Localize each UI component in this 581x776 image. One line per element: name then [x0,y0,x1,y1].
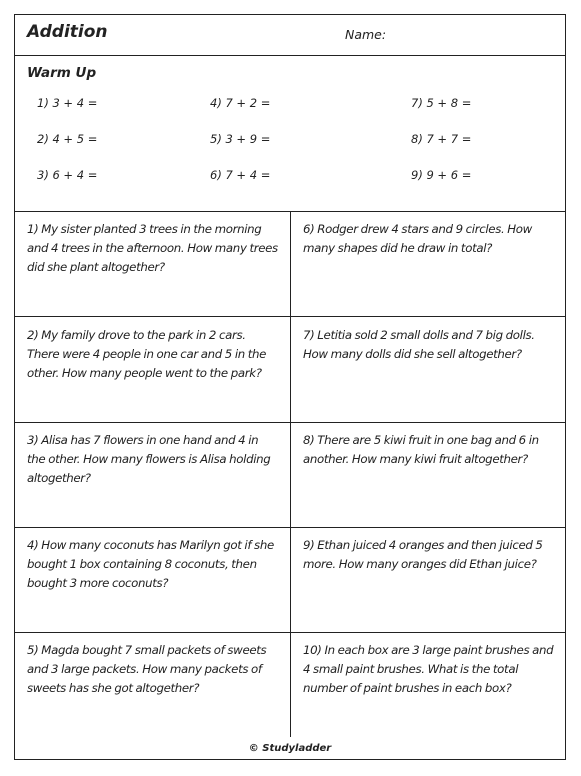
word-problem: 7) Letitia sold 2 small dolls and 7 big dolls. How many dolls did she sell altogether? [303,328,535,361]
warm-up-heading: Warm Up [27,65,97,81]
warm-up-problem: 3) 6 + 4 = [37,168,98,182]
grid-divider [15,527,565,528]
grid-divider [290,212,291,737]
grid-divider [15,422,565,423]
word-problem: 10) In each box are 3 large paint brushes and 4 small paint brushes. What is the total number of paint brushes in each box? [303,643,554,695]
word-problem: 6) Rodger drew 4 stars and 9 circles. How many shapes did he draw in total? [303,222,532,255]
warm-up-problem: 9) 9 + 6 = [411,168,472,182]
worksheet [14,14,566,760]
word-problem: 9) Ethan juiced 4 oranges and then juiced 5 more. How many oranges did Ethan juice? [303,538,543,571]
warm-up-problem: 7) 5 + 8 = [411,96,472,110]
warm-up-problem: 1) 3 + 4 = [37,96,98,110]
word-problem: 3) Alisa has 7 flowers in one hand and 4 in the other. How many flowers is Alisa holding altogether? [27,433,271,485]
warm-up-problem: 8) 7 + 7 = [411,132,472,146]
word-problem: 2) My family drove to the park in 2 cars. There were 4 people in one car and 5 in the other. How many people went to the park? [27,328,267,380]
word-problem: 4) How many coconuts has Marilyn got if she bought 1 box containing 8 coconuts, then bought 3 more coconuts? [27,538,274,590]
footer-copyright: © Studyladder [248,743,332,754]
grid-divider [15,316,565,317]
warm-up-problem: 6) 7 + 4 = [210,168,271,182]
word-problem: 5) Magda bought 7 small packets of sweets and 3 large packets. How many packets of sweets has she got altogether? [27,643,267,695]
name-label: Name: [345,27,387,42]
word-problem-grid [15,211,565,737]
worksheet-header [15,15,565,56]
warm-up-problem: 4) 7 + 2 = [210,96,271,110]
word-problem: 1) My sister planted 3 trees in the morning and 4 trees in the afternoon. How many trees did she plant altogether? [27,222,278,274]
grid-divider [15,632,565,633]
page-title: Addition [27,22,108,42]
warm-up-problem: 5) 3 + 9 = [210,132,271,146]
warm-up-problem: 2) 4 + 5 = [37,132,98,146]
word-problem: 8) There are 5 kiwi fruit in one bag and 6 in another. How many kiwi fruit altogether? [303,433,539,466]
